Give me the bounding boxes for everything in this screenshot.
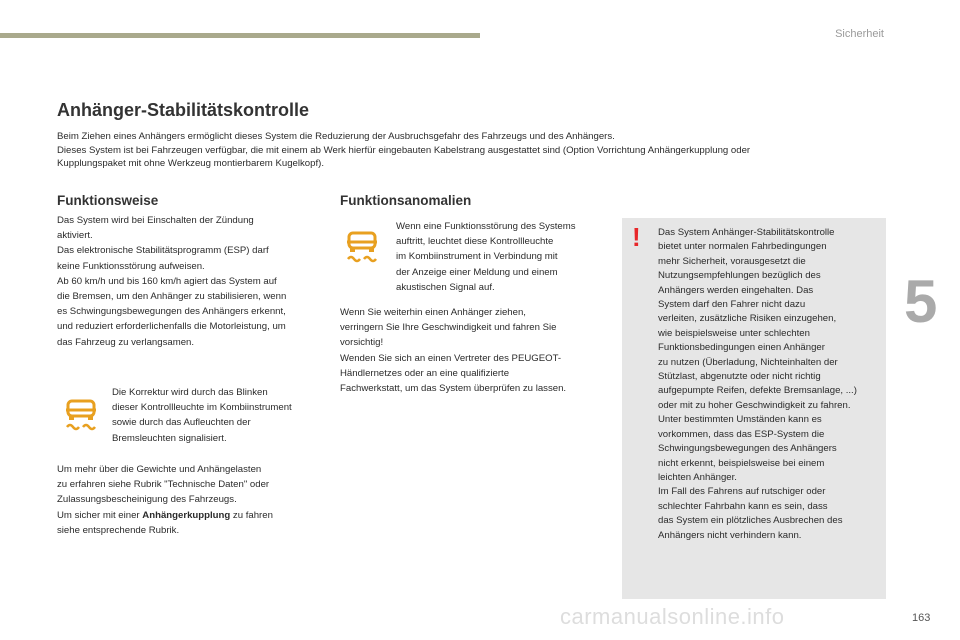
- text-line: zu nutzen (Überladung, Nichteinhalten der: [658, 356, 838, 368]
- text-line: Schwingungsbewegungen des Anhängers: [658, 443, 837, 455]
- text-line: mehr Sicherheit, vorausgesetzt die: [658, 255, 806, 267]
- text-line: keine Funktionsstörung aufweisen.: [57, 260, 205, 272]
- note-suffix: zu fahren: [230, 509, 273, 521]
- text-line: Das elektronische Stabilitätsprogramm (ESP) darf: [57, 245, 269, 257]
- text-line: Wenn eine Funktionsstörung des Systems: [396, 221, 576, 232]
- warning-text: [658, 226, 857, 543]
- text-line: Anhängers nicht verhindern kann.: [658, 529, 802, 541]
- text-line: Um mehr über die Gewichte und Anhängelasten: [57, 464, 262, 475]
- text-line: oder mit zu hoher Geschwindigkeit zu fahren.: [658, 399, 851, 411]
- warning-box: [622, 218, 886, 599]
- fault-indicator-text: [396, 219, 576, 295]
- correction-text: [112, 385, 292, 446]
- text-line: es Schwingungsbewegungen des Anhängers erkennt,: [57, 306, 286, 318]
- text-line: Im Fall des Fahrens auf rutschiger oder: [658, 486, 826, 498]
- text-line: Bremsleuchten signalisiert.: [112, 432, 227, 444]
- text-line: Stützlast, abgenutzte oder nicht richtig: [658, 371, 821, 383]
- text-line: aktiviert.: [57, 230, 93, 242]
- fault-advice-text: [340, 305, 566, 396]
- page-title: Anhänger-Stabilitätskontrolle: [57, 100, 310, 120]
- intro-line: Kupplungspaket mit ohne Werkzeug montierbarem Kugelkopf).: [57, 158, 324, 169]
- trailer-stability-fault-icon: [344, 228, 380, 264]
- text-line: Nutzungsempfehlungen bezüglich des: [658, 270, 821, 282]
- text-line: Zulassungsbescheinigung des Fahrzeugs.: [57, 494, 237, 506]
- text-line: dieser Kontrollleuchte im Kombiinstrument: [112, 402, 292, 414]
- text-line: siehe entsprechende Rubrik.: [57, 524, 180, 536]
- text-line: Das System wird bei Einschalten der Zündung: [57, 215, 254, 226]
- text-line: Funktionsbedingungen einen Anhänger: [658, 342, 825, 354]
- operation-heading: Funktionsweise: [57, 193, 159, 208]
- text-line: die Bremsen, um den Anhänger zu stabilisieren, wenn: [57, 291, 287, 303]
- note-prefix: Um sicher mit einer: [57, 509, 143, 521]
- text-line: aufgepumpte Reifen, defekte Bremsanlage, ...): [658, 385, 857, 397]
- intro-text: [57, 130, 887, 171]
- text-line: im Kombiinstrument in Verbindung mit: [396, 251, 558, 263]
- text-line: bietet unter normalen Fahrbedingungen: [658, 241, 827, 253]
- text-line: sowie durch das Aufleuchten der: [112, 417, 251, 429]
- text-line: Wenn Sie weiterhin einen Anhänger ziehen,: [340, 307, 526, 318]
- text-line: auftritt, leuchtet diese Kontrollleuchte: [396, 236, 554, 248]
- text-line: Ab 60 km/h und bis 160 km/h agiert das System auf: [57, 275, 277, 287]
- trailer-stability-warning-icon: [63, 396, 99, 432]
- text-line: vorkommen, dass das ESP-System die: [658, 428, 825, 440]
- text-line: Wenden Sie sich an einen Vertreter des PEUGEOT-: [340, 352, 562, 364]
- section-label: Sicherheit: [835, 28, 884, 40]
- text-line: und reduziert erforderlichenfalls die Motorleistung, um: [57, 321, 286, 333]
- text-line: System darf den Fahrer nicht dazu: [658, 299, 806, 311]
- faults-heading: Funktionsanomalien: [340, 193, 472, 208]
- intro-line: Dieses System ist bei Fahrzeugen verfügbar, die mit einem ab Werk hierfür eingebauten Kabelstrang ausgestattet sind (Option Vorrichtung Anhängerkupplung oder: [57, 144, 751, 156]
- towbar-term: Anhängerkupplung: [142, 509, 231, 521]
- text-line: [57, 508, 273, 523]
- text-line: Händlernetzes oder an eine qualifizierte: [340, 367, 510, 379]
- text-line: Fachwerkstatt, um das System überprüfen zu lassen.: [340, 383, 567, 395]
- watermark: carmanualsonline.info: [560, 604, 785, 629]
- text-line: verringern Sie Ihre Geschwindigkeit und fahren Sie: [340, 322, 557, 334]
- intro-line: Beim Ziehen eines Anhängers ermöglicht dieses System die Reduzierung der Ausbruchsgefahr des Fahrzeugs und des Anhängers.: [57, 131, 615, 142]
- header-bar: [0, 33, 480, 38]
- text-line: der Anzeige einer Meldung und einem: [396, 266, 558, 278]
- text-line: Das System Anhänger-Stabilitätskontrolle: [658, 227, 835, 238]
- text-line: wie beispielsweise unter schlechten: [658, 327, 810, 339]
- weights-note: [57, 462, 273, 538]
- text-line: das Fahrzeug zu verlangsamen.: [57, 336, 195, 348]
- text-line: verleiten, zusätzliche Risiken einzugehen,: [658, 313, 837, 325]
- text-line: leichten Anhänger.: [658, 471, 737, 483]
- text-line: akustischen Signal auf.: [396, 281, 495, 293]
- page-number: 163: [912, 612, 931, 624]
- exclamation-icon: !: [632, 222, 641, 252]
- text-line: Anhängers werden eingehalten. Das: [658, 284, 814, 296]
- operation-text: [57, 213, 286, 350]
- text-line: vorsichtig!: [340, 337, 384, 349]
- text-line: Die Korrektur wird durch das Blinken: [112, 387, 268, 398]
- chapter-number: 5: [904, 268, 938, 335]
- text-line: Unter bestimmten Umständen kann es: [658, 414, 822, 426]
- text-line: zu erfahren siehe Rubrik "Technische Daten" oder: [57, 479, 270, 491]
- text-line: nicht erkennt, beispielsweise bei einem: [658, 457, 825, 469]
- text-line: schlechter Fahrbahn kann es sein, dass: [658, 500, 828, 512]
- text-line: das System ein plötzliches Ausbrechen des: [658, 515, 843, 527]
